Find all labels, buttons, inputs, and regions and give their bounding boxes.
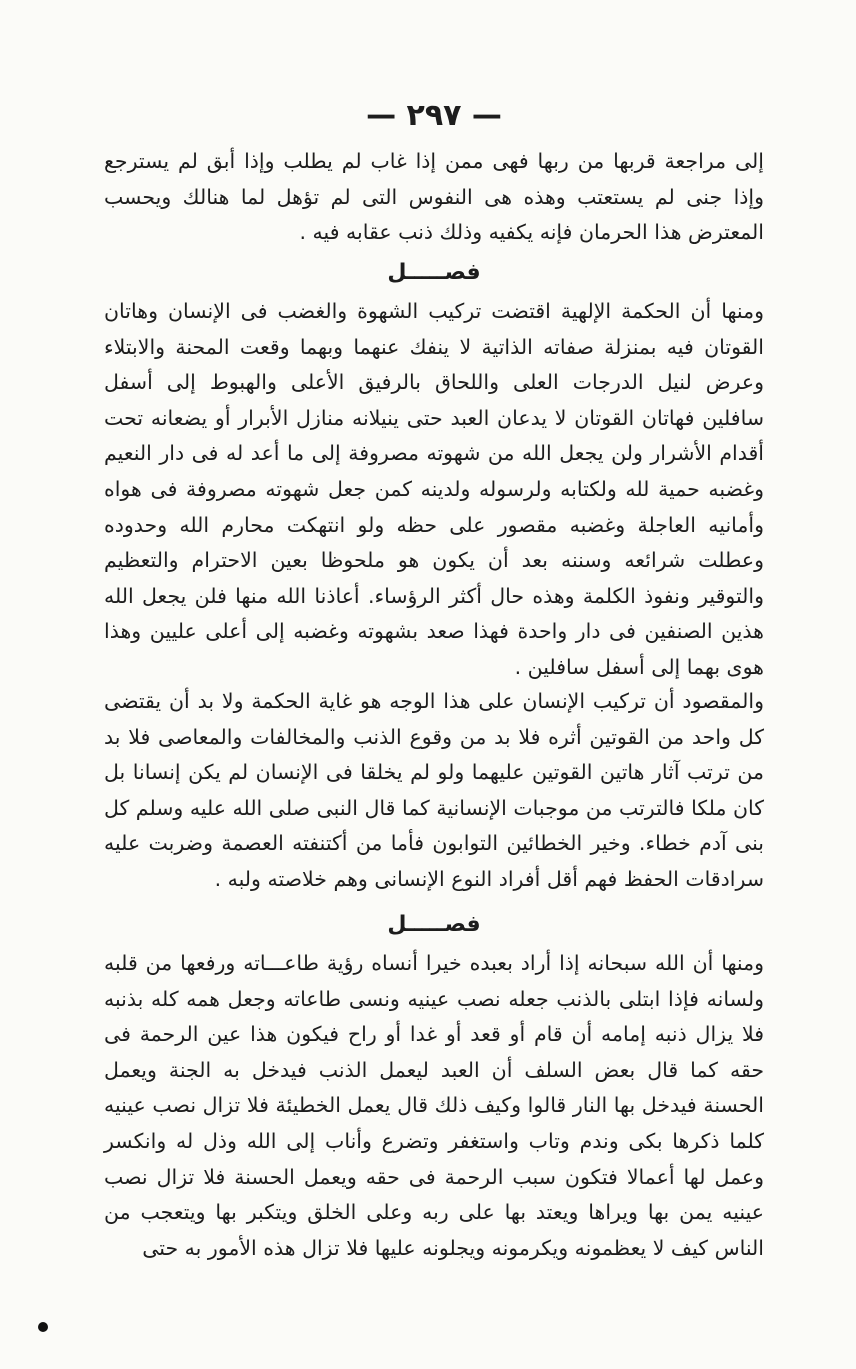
page-number: — ٢٩٧ —: [366, 98, 502, 133]
paragraph-4: ومنها أن الله سبحانه إذا أراد بعبده خيرا أنساه رؤية طاعـــاته ورفعها من قلبه ولسانه فإذا ابتلى بالذنب جعله نصب عينيه ونسى طاعاته وجعل همه كله بذنبه فلا يزال ذنبه إمامه أن قام أو قعد أو غدا أو راح فيكون هذا عين الرحمة فى حقه كما قال بعض السلف أن العبد ليعمل الذنب فيدخل به الجنة ويعمل الحسنة فيدخل بها النار قالوا وكيف ذلك قال يعمل الخطيئة فلا تزال نصب عينيه كلما ذكرها بكى وندم وتاب واستغفر وتضرع وأناب إلى الله وذل له وانكسر وعمل لها أعمالا فتكون سبب الرحمة فى حقه ويعمل الحسنة فلا تزال نصب عينيه يمن بها ويراها ويعتد بها على ربه وعلى الخلق ويتكبر بها ويتعجب من الناس كيف لا يعظمونه ويكرمونه ويجلونه عليها فلا تزال هذه الأمور به حتى: [104, 951, 764, 1260]
margin-dot: [38, 1322, 48, 1332]
section-heading-1: فصـــــل: [387, 260, 481, 285]
paragraph-2: ومنها أن الحكمة الإلهية اقتضت تركيب الشهوة والغضب فى الإنسان وهاتان القوتان فيه بمنزلة صفاته الذاتية لا ينفك عنهما وبهما وقعت المحنة والابتلاء وعرض لنيل الدرجات العلى واللحاق بالرفيق الأعلى والهبوط إلى أسفل سافلين فهاتان القوتان لا يدعان العبد حتى ينيلانه منازل الأبرار أو يضعانه تحت أقدام الأشرار ولن يجعل الله من شهوته مصروفة إلى ما أعد له فى دار النعيم وغضبه حمية لله ولكتابه ولرسوله ولدينه كمن جعل شهوته مصروفة فى هواه وأمانيه العاجلة وغضبه مقصور على حظه ولو انتهكت محارم الله وحدوده وعطلت شرائعه وسننه بعد أن يكون هو ملحوظا بعين الاحترام والتعظيم والتوقير ونفوذ الكلمة وهذه حال أكثر الرؤساء. أعاذنا الله منها فلن يجعل الله هذين الصنفين فى دار واحدة فهذا صعد بشهوته وغضبه إلى أعلى عليين وهذا هوى بهما إلى أسفل سافلين .: [104, 299, 764, 679]
paragraph-3: والمقصود أن تركيب الإنسان على هذا الوجه هو غاية الحكمة ولا بد أن يقتضى كل واحد من القوتين أثره فلا بد من وقوع الذنب والمخالفات والمعاصى فلا بد من ترتب آثار هاتين القوتين عليهما ولو لم يخلقا فى الإنسان لم يكن إنسانا بل كان ملكا فالترتب من موجبات الإنسانية كما قال النبى صلى الله عليه وسلم كل بنى آدم خطاء. وخير الخطائين التوابون فأما من أكتنفته العصمة وضربت عليه سرادقات الحفظ فهم أقل أفراد النوع الإنسانى وهم خلاصته ولبه .: [104, 689, 764, 891]
section-heading-2: فصـــــل: [387, 912, 481, 937]
paragraph-1: إلى مراجعة قربها من ربها فهى ممن إذا غاب لم يطلب وإذا أبق لم يسترجع وإذا جنى لم يستعتب وهذه هى النفوس التى لم تؤهل لما هنالك ويحسب المعترض هذا الحرمان فإنه يكفيه وذلك ذنب عقابه فيه .: [104, 149, 764, 245]
